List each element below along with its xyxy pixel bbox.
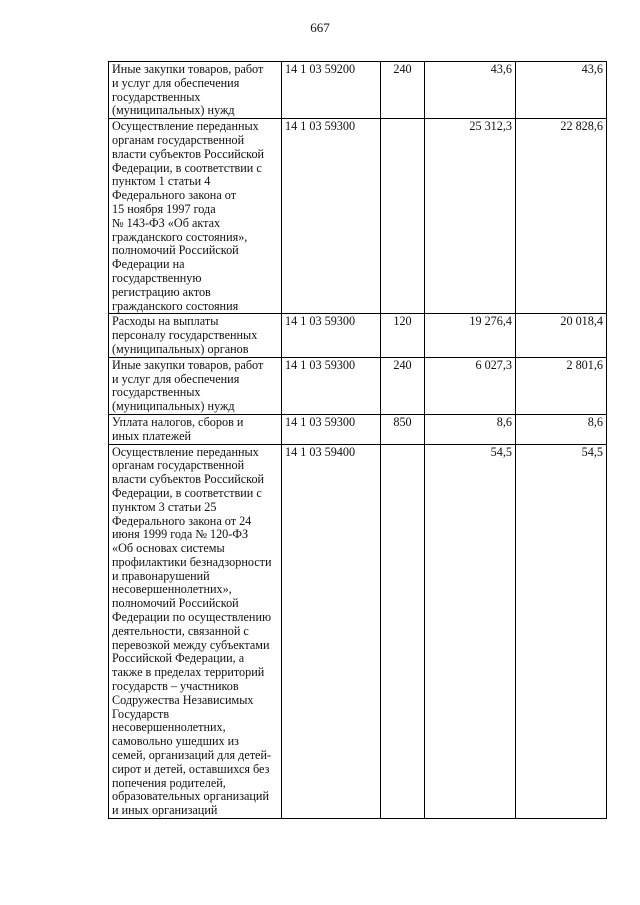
amount-2-cell: 2 801,6 <box>516 357 607 414</box>
amount-1-cell: 43,6 <box>425 62 516 119</box>
table-row <box>109 444 607 819</box>
amount-1-cell: 6 027,3 <box>425 357 516 414</box>
expense-name-cell: Расходы на выплаты персоналу государственных (муниципальных) органов <box>109 314 282 357</box>
target-code-cell: 14 1 03 59300 <box>282 357 381 414</box>
expense-name-cell: Иные закупки товаров, работ и услуг для обеспечения государственных (муниципальных) нужд <box>109 357 282 414</box>
table-row <box>109 357 607 414</box>
expense-type-cell: 240 <box>381 62 425 119</box>
expense-type-cell: 240 <box>381 357 425 414</box>
amount-2-cell: 22 828,6 <box>516 119 607 314</box>
target-code-cell: 14 1 03 59300 <box>282 314 381 357</box>
table-row <box>109 314 607 357</box>
page-number: 667 <box>310 20 330 35</box>
table-row <box>109 62 607 119</box>
expense-name-cell: Осуществление переданных органам государственной власти субъектов Российской Федерации, в соответствии с пунктом 1 статьи 4 Федерального закона от 15 ноября 1997 года № 143-ФЗ «Об актах гражданского состояния», полномочий Российской Федерации на государственную регистрацию актов гражданского состояния <box>109 119 282 314</box>
expense-name-cell: Уплата налогов, сборов и иных платежей <box>109 414 282 444</box>
amount-1-cell: 25 312,3 <box>425 119 516 314</box>
amount-2-cell: 8,6 <box>516 414 607 444</box>
expense-name-cell: Осуществление переданных органам государственной власти субъектов Российской Федерации, в соответствии с пунктом 3 статьи 25 Федерального закона от 24 июня 1999 года № 120-ФЗ «Об основах системы профилактики безнадзорности и правонарушений несовершеннолетних», полномочий Российской Федерации по осуществлению деятельности, связанной с перевозкой между субъектами Российской Федерации, а также в пределах территорий государств – участников Содружества Независимых Государств несовершеннолетних, самовольно ушедших из семей, организаций для детей- сирот и детей, оставшихся без попечения родителей, образовательных организаций и иных организаций <box>109 444 282 819</box>
amount-2-cell: 20 018,4 <box>516 314 607 357</box>
budget-table <box>108 61 607 819</box>
target-code-cell: 14 1 03 59300 <box>282 414 381 444</box>
target-code-cell: 14 1 03 59300 <box>282 119 381 314</box>
expense-type-cell <box>381 444 425 819</box>
expense-type-cell <box>381 119 425 314</box>
amount-1-cell: 19 276,4 <box>425 314 516 357</box>
amount-2-cell: 54,5 <box>516 444 607 819</box>
amount-1-cell: 8,6 <box>425 414 516 444</box>
table-row <box>109 414 607 444</box>
expense-type-cell: 120 <box>381 314 425 357</box>
expense-type-cell: 850 <box>381 414 425 444</box>
expense-name-cell: Иные закупки товаров, работ и услуг для обеспечения государственных (муниципальных) нужд <box>109 62 282 119</box>
amount-2-cell: 43,6 <box>516 62 607 119</box>
table-row <box>109 119 607 314</box>
target-code-cell: 14 1 03 59200 <box>282 62 381 119</box>
target-code-cell: 14 1 03 59400 <box>282 444 381 819</box>
amount-1-cell: 54,5 <box>425 444 516 819</box>
